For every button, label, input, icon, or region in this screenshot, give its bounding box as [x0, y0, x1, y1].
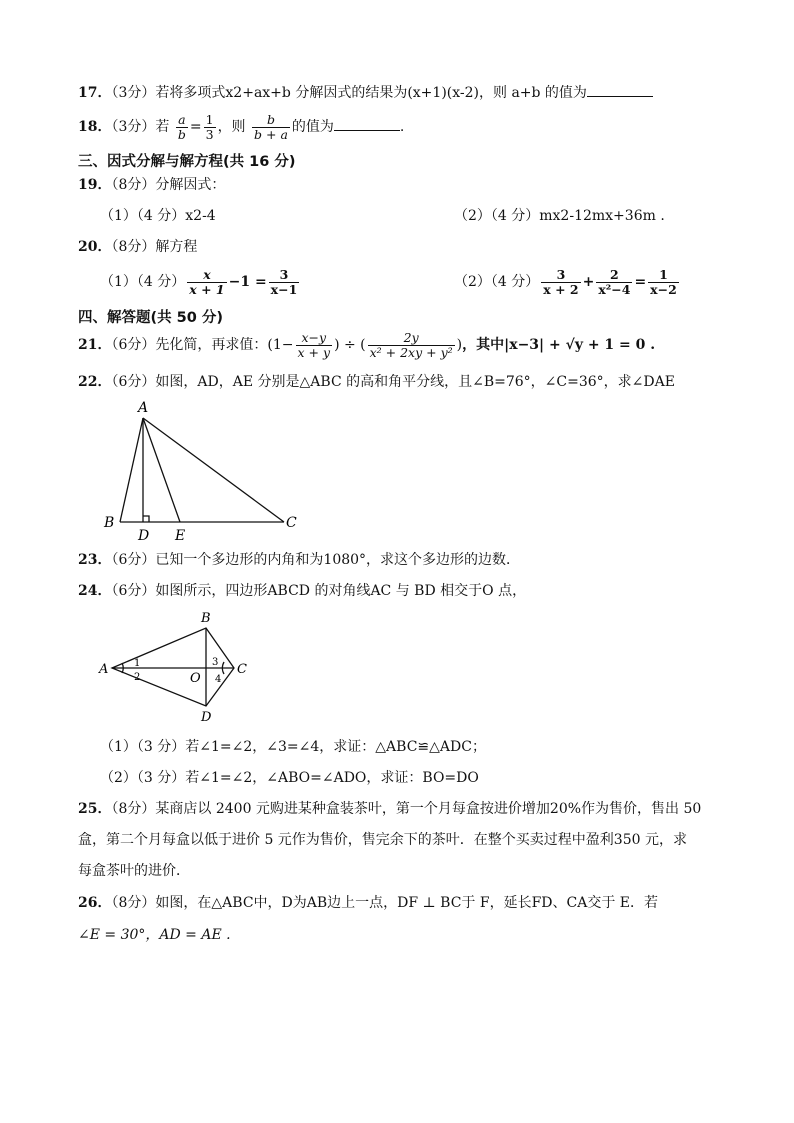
question-number: 26．	[78, 895, 112, 911]
question-number: 23．	[78, 552, 112, 568]
question-20-part-1: （1）（4 分） $\frac{x}{x + 1}$ −1 = $\frac{3}{x-1}$	[100, 266, 298, 297]
label-angle-3: 3	[212, 657, 219, 668]
label-angle-4: 4	[215, 674, 222, 685]
label-D: D	[201, 710, 212, 725]
question-18: 18．（3分）若 $\frac{a}{b}$ = $\frac{1}{3}$ ，则 $\frac{b}{b + a}$ 的值为 .	[78, 111, 405, 142]
question-20	[78, 237, 197, 257]
question-24-part-2: （2）（3 分）若∠1=∠2，∠ABO=∠ADO，求证：BO=DO	[100, 770, 479, 786]
question-score: （6分）	[111, 552, 156, 568]
question-number: 19．	[78, 177, 112, 193]
fraction: $\frac{x-y}{x + y}$	[297, 329, 331, 360]
question-number: 17．	[78, 85, 112, 101]
question-26-line-2: ∠E = 30°，AD = AE .	[78, 927, 231, 943]
question-score: （8分）	[111, 895, 156, 911]
label-B: B	[201, 611, 211, 626]
question-20-part-2: （2）（4 分） $\frac{3}{x + 2}$ + $\frac{2}{\text{x²−4}}$ = $\frac{1}{x-2}$	[454, 266, 677, 297]
question-24-part-1: （1）（3 分）若∠1=∠2，∠3=∠4，求证：△ABC≌△ADC；	[100, 739, 486, 755]
question-score: （8分）	[111, 177, 156, 193]
question-text: 已知一个多边形的内角和为1080°，求这个多边形的边数．	[155, 552, 521, 568]
question-17	[78, 82, 653, 103]
question-score: （6分）	[111, 583, 156, 599]
triangle-abc	[120, 418, 284, 522]
question-22	[78, 372, 675, 392]
label-A: A	[99, 662, 109, 677]
question-text: 如图，在△ABC中，D为AB边上一点，DF ⊥ BC于 F，延长FD、CA交于 E．若	[155, 895, 659, 911]
answer-blank[interactable]	[334, 116, 400, 131]
question-text: 先化简，再求值：	[155, 337, 268, 353]
question-number: 18．	[78, 119, 112, 135]
bisector-ae	[143, 418, 180, 522]
fraction: $\frac{1}{x-2}$	[650, 266, 677, 297]
question-25-line-3: 每盒茶叶的进价．	[78, 863, 190, 879]
question-text: 如图，AD，AE 分别是△ABC 的高和角平分线，且∠B=76°，∠C=36°，求∠DAE	[155, 374, 675, 390]
question-text: 若将多项式x2+ax+b 分解因式的结果为(x+1)(x-2)，则 a+b 的值为	[155, 85, 587, 101]
label-angle-1: 1	[134, 658, 141, 669]
question-score: （6分）	[111, 374, 156, 390]
question-score: （3分）	[111, 119, 156, 135]
question-21: 21．（6分）先化简，再求值：(1− $\frac{x-y}{x + y}$ ) ÷ ( $\frac{2y}{\text{x² + 2xy + y²}}$ )，其中|x−3| + √y + 1 = 0 .	[78, 329, 656, 360]
label-C: C	[286, 515, 297, 531]
question-score: （6分）	[111, 337, 156, 353]
question-text: 分解因式：	[155, 177, 226, 193]
question-number: 24．	[78, 583, 112, 599]
question-24	[78, 581, 526, 601]
question-text: 如图所示，四边形ABCD 的对角线AC 与 BD 相交于O 点，	[155, 583, 527, 599]
figure-24-quadrilateral	[94, 610, 264, 725]
section-title-4: 四、解答题(共 50 分)	[78, 310, 224, 326]
fraction: $\frac{3}{x-1}$	[270, 266, 298, 297]
question-number: 22．	[78, 374, 112, 390]
question-19	[78, 175, 225, 195]
label-E: E	[175, 528, 186, 544]
fraction: $\frac{2}{\text{x²−4}}$	[598, 266, 631, 297]
question-number: 25．	[78, 801, 112, 817]
question-number: 21．	[78, 337, 112, 353]
fraction: $\frac{3}{x + 2}$	[543, 266, 579, 297]
question-25-line-2: 盒，第二个月每盒以低于进价 5 元作为售价，售完余下的茶叶．在整个买卖过程中盈利350 元，求	[78, 832, 687, 848]
question-text: 若	[155, 119, 170, 135]
label-D: D	[138, 528, 150, 544]
label-O: O	[190, 671, 201, 686]
figure-22-triangle	[96, 396, 326, 546]
label-B: B	[104, 515, 115, 531]
section-title-3: 三、因式分解与解方程(共 16 分)	[78, 154, 296, 170]
fraction-one-third: $\frac{1}{3}$	[205, 111, 214, 142]
answer-blank[interactable]	[587, 82, 653, 97]
question-score: （8分）	[111, 239, 156, 255]
question-25-line-1	[78, 799, 701, 819]
label-angle-2: 2	[134, 672, 141, 683]
fraction-a-over-b: $\frac{a}{b}$	[177, 111, 186, 142]
question-text: 解方程	[155, 239, 198, 255]
question-19-part-2: （2）（4 分）mx2-12mx+36m .	[454, 208, 665, 224]
question-23	[78, 550, 520, 570]
question-number: 20．	[78, 239, 112, 255]
fraction: $\frac{2y}{\text{x² + 2xy + y²}}$	[369, 329, 453, 360]
fraction: $\frac{x}{x + 1}$	[189, 266, 225, 297]
right-angle-mark	[143, 516, 149, 522]
question-score: （8分）	[111, 801, 156, 817]
question-19-part-1: （1）（4 分）x2-4	[100, 208, 216, 224]
label-C: C	[237, 662, 247, 677]
question-score: （3分）	[111, 85, 156, 101]
fraction-b-over-b-plus-a: $\frac{b}{b + a}$	[254, 111, 288, 142]
question-26-line-1	[78, 893, 658, 913]
label-A: A	[138, 400, 149, 416]
question-text: 某商店以 2400 元购进某种盒装茶叶，第一个月每盒按进价增加20%作为售价，售出 50	[155, 801, 702, 817]
